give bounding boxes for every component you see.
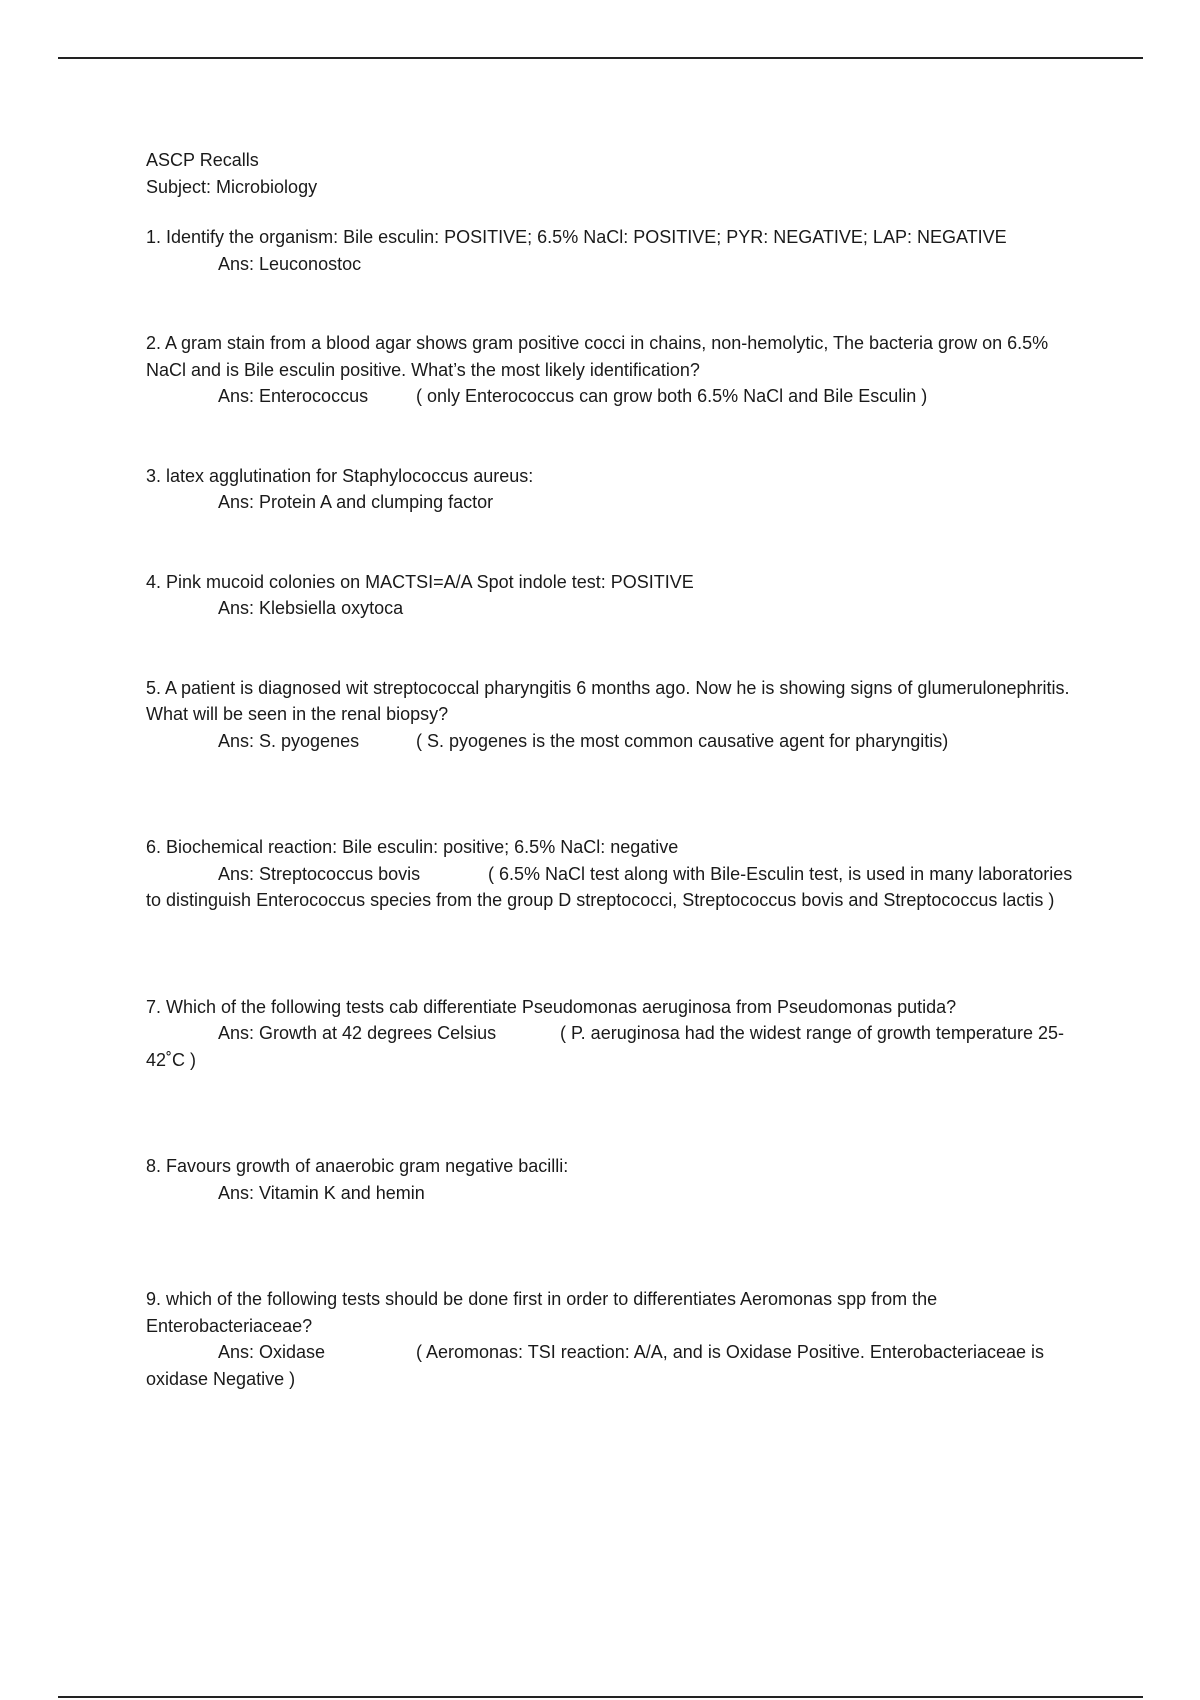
top-rule xyxy=(58,57,1143,59)
answer-line xyxy=(146,383,1076,410)
answer-note: ( 6.5% NaCl test along with Bile-Esculin test, is used in many laboratories to distinguish Enterococcus species from the group D streptococci, Streptococcus bovis and Streptococcus lactis ) xyxy=(146,863,1073,910)
document-body xyxy=(146,147,1076,1392)
answer-line xyxy=(146,1020,1076,1073)
answer-text: Ans: Vitamin K and hemin xyxy=(218,1182,425,1203)
answer-note: ( S. pyogenes is the most common causative agent for pharyngitis) xyxy=(416,730,949,751)
answer-text: Ans: Streptococcus bovis xyxy=(218,863,421,884)
question-text: 5. A patient is diagnosed wit streptococcal pharyngitis 6 months ago. Now he is showing signs of glumerulonephritis. What will be seen in the renal biopsy? xyxy=(146,677,1070,724)
question-text: 7. Which of the following tests cab differentiate Pseudomonas aeruginosa from Pseudomonas putida? xyxy=(146,996,957,1017)
answer-line xyxy=(146,1180,1076,1207)
document-subject: Subject: Microbiology xyxy=(146,176,318,197)
answer-text: Ans: S. pyogenes xyxy=(218,730,360,751)
answer-text: Ans: Klebsiella oxytoca xyxy=(218,598,404,618)
document-title: ASCP Recalls xyxy=(146,150,259,170)
answer-line xyxy=(146,251,1076,278)
question-item xyxy=(146,834,1076,914)
answer-text: Ans: Leuconostoc xyxy=(218,253,362,274)
answer-line xyxy=(146,861,1076,914)
question-item xyxy=(146,675,1076,755)
answer-text: Ans: Enterococcus xyxy=(218,386,369,406)
question-item xyxy=(146,569,1076,622)
answer-text: Ans: Growth at 42 degrees Celsius xyxy=(218,1023,497,1043)
question-item xyxy=(146,1153,1076,1206)
answer-note: ( Aeromonas: TSI reaction: A/A, and is Oxidase Positive. Enterobacteriaceae is oxidase Negative ) xyxy=(146,1342,1044,1389)
question-text: 3. latex agglutination for Staphylococcus aureus: xyxy=(146,465,534,486)
answer-note: ( P. aeruginosa had the widest range of growth temperature 25-42˚C ) xyxy=(146,1023,1064,1070)
answer-line xyxy=(146,489,1076,516)
question-text: 8. Favours growth of anaerobic gram negative bacilli: xyxy=(146,1156,569,1176)
answer-line xyxy=(146,595,1076,622)
question-item xyxy=(146,330,1076,410)
question-text: 9. which of the following tests should be done first in order to differentiates Aeromonas spp from the Enterobacteriaceae? xyxy=(146,1289,938,1336)
bottom-rule xyxy=(58,1696,1143,1698)
question-item xyxy=(146,463,1076,516)
question-item xyxy=(146,994,1076,1074)
question-text: 4. Pink mucoid colonies on MACTSI=A/A Spot indole test: POSITIVE xyxy=(146,571,694,592)
answer-line xyxy=(146,728,1076,755)
question-text: 6. Biochemical reaction: Bile esculin: positive; 6.5% NaCl: negative xyxy=(146,837,679,857)
answer-text: Ans: Oxidase xyxy=(218,1342,326,1362)
question-item xyxy=(146,224,1076,277)
question-text: 2. A gram stain from a blood agar shows gram positive cocci in chains, non-hemolytic, The bacteria grow on 6.5% NaCl and is Bile esculin positive. What’s the most likely identification? xyxy=(146,333,1049,380)
question-item xyxy=(146,1286,1076,1392)
answer-line xyxy=(146,1339,1076,1392)
answer-text: Ans: Protein A and clumping factor xyxy=(218,492,494,512)
answer-note: ( only Enterococcus can grow both 6.5% NaCl and Bile Esculin ) xyxy=(416,386,928,406)
question-text: 1. Identify the organism: Bile esculin: POSITIVE; 6.5% NaCl: POSITIVE; PYR: NEGATIVE; LAP: NEGATIVE xyxy=(146,227,1007,247)
